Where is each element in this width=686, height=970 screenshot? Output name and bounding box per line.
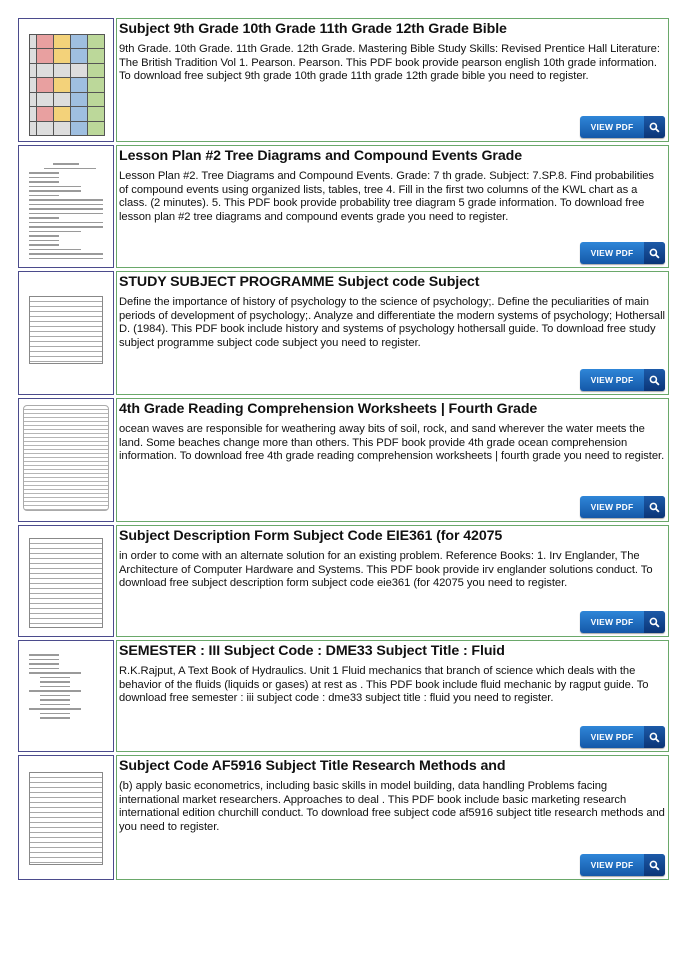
document-thumbnail[interactable] xyxy=(18,18,114,142)
thumbnail-text-page xyxy=(29,651,103,741)
document-card xyxy=(116,18,669,142)
view-pdf-button[interactable] xyxy=(580,242,665,264)
document-description: Lesson Plan #2. Tree Diagrams and Compound Events. Grade: 7 th grade. Subject: 7.SP.8. Find probabilities of compound events using organized lists, tables, tree 4. Fill in the first two columns of the KWL chart as a class. (2 minutes). 5. This PDF book provide probability tree diagram 5 grade information. To download free lesson plan #2 tree diagrams and compound events grade you need to register. xyxy=(119,170,654,223)
document-thumbnail[interactable] xyxy=(18,755,114,880)
list-item xyxy=(18,525,669,637)
document-thumbnail[interactable] xyxy=(18,525,114,637)
thumbnail-form-page xyxy=(29,772,103,865)
document-thumbnail[interactable] xyxy=(18,271,114,395)
view-pdf-label: VIEW PDF xyxy=(590,375,634,385)
document-description: R.K.Rajput, A Text Book of Hydraulics. Unit 1 Fluid mechanics that branch of science which deals with the behavior of the fluids (liquids or gases) at rest as . This PDF book include fluid mechanic by ragput guide. To download free semester : iii subject code : dme33 subject title : fluid you need to register. xyxy=(119,665,649,705)
document-title[interactable]: 4th Grade Reading Comprehension Worksheets | Fourth Grade xyxy=(119,401,538,417)
document-thumbnail[interactable] xyxy=(18,145,114,268)
document-card xyxy=(116,640,669,752)
document-thumbnail[interactable] xyxy=(18,398,114,522)
document-description: ocean waves are responsible for weathering away bits of soil, rock, and sand wherever the water meets the land. Some beaches change more than others. This PDF book provide 4th grade ocean comprehension information. To download free 4th grade reading comprehension worksheets | fourth grade you need to register. xyxy=(119,423,665,463)
document-card xyxy=(116,398,669,522)
document-list xyxy=(18,18,669,883)
document-title[interactable]: Lesson Plan #2 Tree Diagrams and Compound Events Grade xyxy=(119,148,523,164)
search-icon xyxy=(644,726,665,748)
document-title[interactable]: Subject 9th Grade 10th Grade 11th Grade 12th Grade Bible xyxy=(119,21,507,37)
document-card xyxy=(116,755,669,880)
list-item xyxy=(18,271,669,395)
view-pdf-button[interactable] xyxy=(580,496,665,518)
document-card xyxy=(116,271,669,395)
document-title[interactable]: STUDY SUBJECT PROGRAMME Subject code Subject xyxy=(119,274,480,290)
thumbnail-form-page xyxy=(29,296,103,364)
document-description: Define the importance of history of psychology to the science of psychology;. Define the peculiarities of main periods of development of psychology;. Analyze and differentiate the modern systems of psychology; Hothersall D. (1984). This PDF book include history and systems of psychology hothersall guide. To download free study subject programme subject code subject you need to register. xyxy=(119,296,665,349)
view-pdf-label: VIEW PDF xyxy=(590,122,634,132)
document-title[interactable]: SEMESTER : III Subject Code : DME33 Subject Title : Fluid xyxy=(119,643,505,659)
list-item xyxy=(18,145,669,268)
view-pdf-label: VIEW PDF xyxy=(590,617,634,627)
document-description: (b) apply basic econometrics, including basic skills in model building, data handling Problems facing international market researchers. Approaches to deal . This PDF book include basic marketing research international edition churchill conduct. To download free subject code af5916 subject title research methods and you need to register. xyxy=(119,780,665,833)
search-icon xyxy=(644,116,665,138)
view-pdf-label: VIEW PDF xyxy=(590,732,634,742)
search-icon xyxy=(644,854,665,876)
view-pdf-button[interactable] xyxy=(580,116,665,138)
document-card xyxy=(116,525,669,637)
list-item xyxy=(18,398,669,522)
document-description: 9th Grade. 10th Grade. 11th Grade. 12th Grade. Mastering Bible Study Skills: Revised Prentice Hall Literature: The British Tradition Vol 1. Pearson. Pearson. This PDF book provide pearson english 10th grade information. To download free subject 9th grade 10th grade 11th grade 12th grade bible you need to register. xyxy=(119,43,660,83)
view-pdf-label: VIEW PDF xyxy=(590,860,634,870)
search-icon xyxy=(644,369,665,391)
list-item xyxy=(18,755,669,880)
thumbnail-form-page xyxy=(29,538,103,628)
view-pdf-button[interactable] xyxy=(580,611,665,633)
thumbnail-chart-grid xyxy=(29,34,105,136)
view-pdf-label: VIEW PDF xyxy=(590,248,634,258)
document-card xyxy=(116,145,669,268)
list-item xyxy=(18,640,669,752)
view-pdf-button[interactable] xyxy=(580,369,665,391)
thumbnail-worksheet-page xyxy=(23,405,109,511)
thumbnail-text-page xyxy=(29,160,103,257)
document-title[interactable]: Subject Description Form Subject Code EIE361 (for 42075 xyxy=(119,528,503,544)
view-pdf-button[interactable] xyxy=(580,726,665,748)
search-icon xyxy=(644,496,665,518)
document-description: in order to come with an alternate solution for an existing problem. Reference Books: 1. Irv Englander, The Architecture of Computer Hardware and Systems. This PDF book provide irv englander solutions conduct. To download free subject description form subject code eie361 (for 42075 you need to register. xyxy=(119,550,653,590)
document-thumbnail[interactable] xyxy=(18,640,114,752)
view-pdf-label: VIEW PDF xyxy=(590,502,634,512)
view-pdf-button[interactable] xyxy=(580,854,665,876)
list-item xyxy=(18,18,669,142)
document-title[interactable]: Subject Code AF5916 Subject Title Research Methods and xyxy=(119,758,506,774)
search-icon xyxy=(644,611,665,633)
search-icon xyxy=(644,242,665,264)
